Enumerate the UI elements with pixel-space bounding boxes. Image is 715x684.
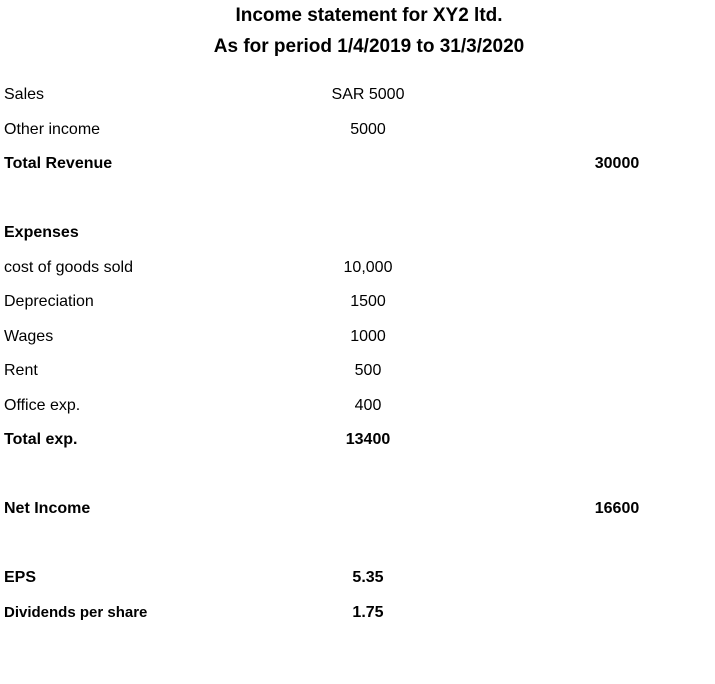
expense-row: [0, 328, 715, 352]
sales-row: [0, 86, 715, 110]
eps-label: EPS: [4, 569, 37, 586]
dps-label: Dividends per share: [4, 604, 148, 621]
expense-value: 400: [354, 397, 382, 414]
dps-row: [0, 604, 715, 628]
total-revenue-label: Total Revenue: [4, 155, 113, 172]
expenses-heading-row: [0, 224, 715, 248]
net-income-label: Net Income: [4, 500, 91, 517]
expense-value: 10,000: [343, 259, 393, 276]
statement-title: Income statement for XY2 ltd.: [235, 5, 503, 26]
total-expenses-row: [0, 431, 715, 455]
eps-value: 5.35: [352, 569, 384, 586]
expense-row: [0, 362, 715, 386]
sales-value: SAR 5000: [331, 86, 405, 103]
total-revenue-value: 30000: [594, 155, 640, 172]
net-income-value: 16600: [594, 500, 640, 517]
statement-period: As for period 1/4/2019 to 31/3/2020: [213, 36, 525, 57]
expense-label: Office exp.: [4, 397, 81, 414]
other-income-value: 5000: [350, 121, 386, 138]
sales-label: Sales: [4, 86, 45, 103]
expense-row: [0, 397, 715, 421]
expenses-heading: Expenses: [4, 224, 79, 241]
expense-label: Depreciation: [4, 293, 94, 310]
dps-value: 1.75: [352, 604, 384, 621]
total-expenses-value: 13400: [345, 431, 391, 448]
total-expenses-label: Total exp.: [4, 431, 78, 448]
expense-label: Wages: [4, 328, 54, 345]
expense-row: [0, 259, 715, 283]
eps-row: [0, 569, 715, 593]
other-income-label: Other income: [4, 121, 101, 138]
expense-label: cost of goods sold: [4, 259, 133, 276]
expense-value: 1500: [350, 293, 386, 310]
expense-label: Rent: [4, 362, 38, 379]
expense-value: 1000: [350, 328, 386, 345]
total-revenue-row: [0, 155, 715, 179]
net-income-row: [0, 500, 715, 524]
other-income-row: [0, 121, 715, 145]
expense-row: [0, 293, 715, 317]
expense-value: 500: [354, 362, 382, 379]
